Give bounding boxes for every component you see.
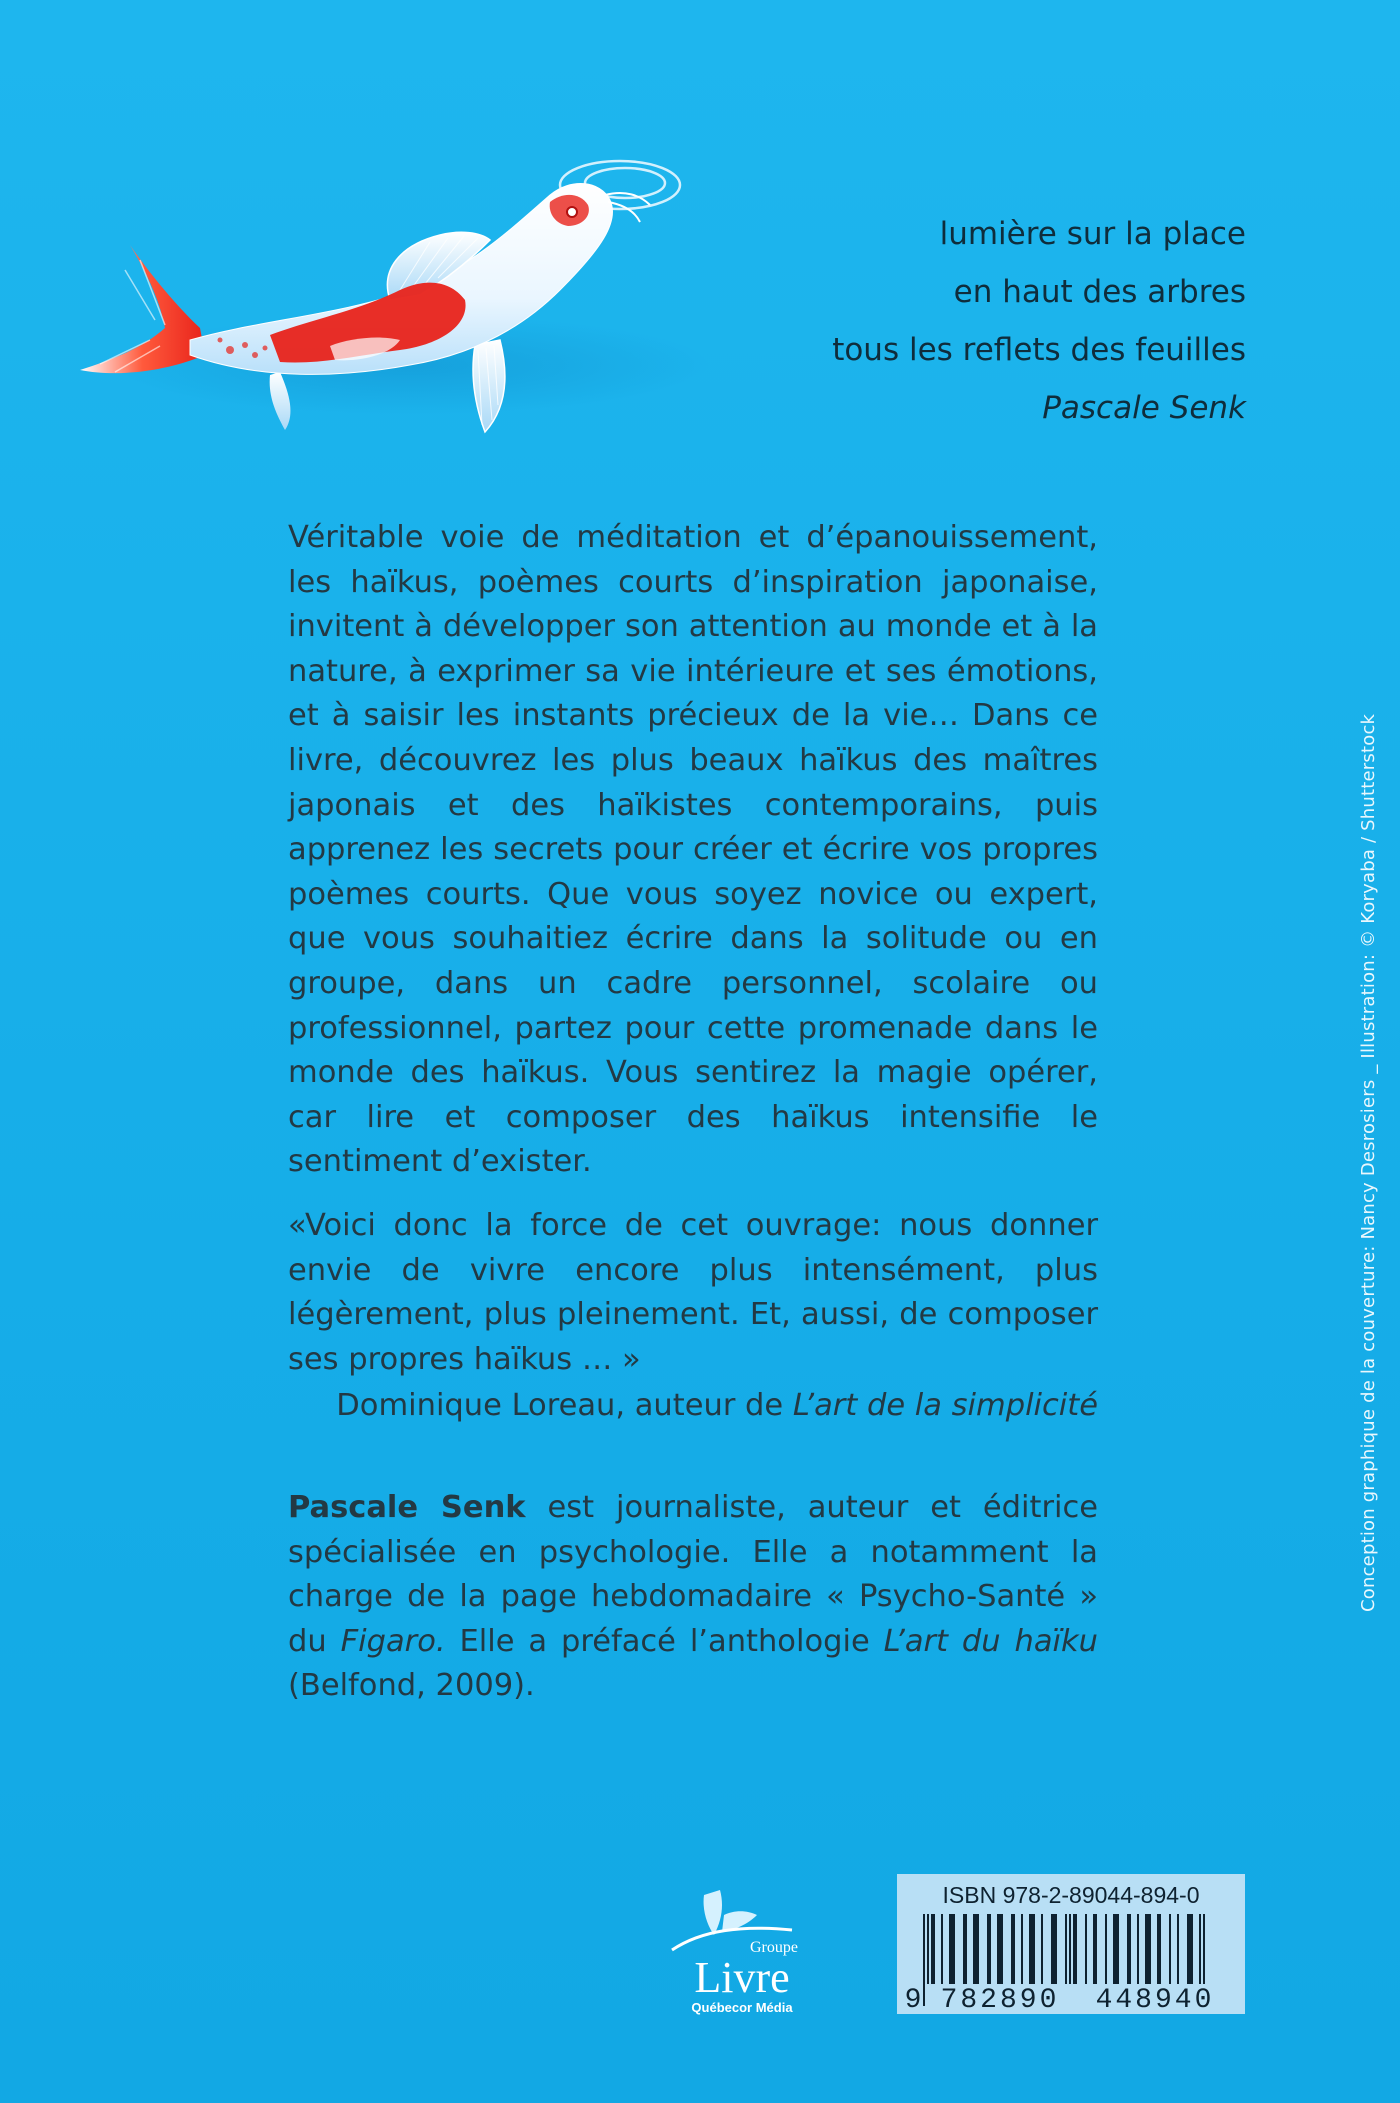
haiku-block [726,205,1246,437]
haiku-line: en haut des arbres [953,274,1246,310]
barcode-bar [941,1914,943,1984]
publisher-logo-name: Livre [694,1953,790,2002]
barcode-bar [963,1914,967,1984]
barcode-bar [1177,1914,1179,1984]
barcode-bar [923,1914,925,2006]
quote-attribution [288,1384,1098,1429]
bio-book-title: L’art du haïku [883,1623,1099,1659]
review-quote [288,1204,1098,1429]
bio-text-2: Elle a préfacé l’anthologie [445,1623,884,1659]
publisher-logo [662,1880,822,2020]
quote-book-title: L’art de la simplicité [792,1388,1098,1424]
barcode-bar [997,1914,1003,1984]
barcode-first-digit: 9 [905,1985,922,2010]
bio-figaro: Figaro. [340,1623,446,1659]
publisher-logo-sub: Québecor Média [691,2000,793,2015]
koi-tail [80,245,205,373]
barcode-bar [949,1914,955,1984]
author-bio [288,1486,1098,1709]
quote-attribution-prefix: Dominique Loreau, auteur de [336,1388,793,1424]
barcode-bar [1073,1914,1077,1984]
barcode-bar [1105,1914,1107,1984]
barcode-bar [973,1914,979,1984]
isbn-barcode [897,1874,1245,2014]
barcode-bar [1187,1914,1193,1984]
koi-eye [567,207,577,217]
barcode-bar [1093,1914,1097,1984]
haiku-author: Pascale Senk [1042,390,1246,426]
barcode-bar [1085,1914,1087,1984]
barcode-bar [1029,1914,1035,1984]
barcode-bar [1157,1914,1161,1984]
haiku-line: tous les reflets des feuilles [832,332,1246,368]
quote-text: «Voici donc la force de cet ouvrage: nous donner envie de vivre encore plus intensément, plus légèrement, plus pleinement. Et, aussi, de composer ses propres haïkus … » [288,1208,1098,1377]
barcode-bar [1051,1914,1057,1984]
barcode-bar [931,1914,935,1984]
barcode-bar [1041,1914,1043,1984]
author-name: Pascale Senk [288,1490,526,1525]
barcode-bars [905,1914,1237,2010]
koi-fish-illustration [80,150,720,440]
barcode-group-left: 782890 [940,1985,1060,2010]
book-description: Véritable voie de méditation et d’épanouissement, les haïkus, poèmes courts d’inspiration japonaise, invitent à développer son attention au monde et à la nature, à exprimer sa vie intérieure et ses émotions, et à saisir les instants précieux de la vie… Dans ce livre, découvrez les plus beaux haïkus des maîtres japonais et des haïkistes contemporains, puis apprenez les secrets pour créer et écrire vos propres poèmes courts. Que vous soyez novice ou expert, que vous souhaitiez écrire dans la solitude ou en groupe, dans un cadre personnel, scolaire ou professionnel, partez pour cette promenade dans le monde des haïkus. Vous sentirez la magie opérer, car lire et composer des haïkus intensifie le sentiment d’exister. [288,520,1098,1180]
barcode-bar [1145,1914,1151,1984]
publisher-logo-group: Groupe [750,1939,798,1956]
barcode-bar [1127,1914,1131,1984]
cover-credit: Conception graphique de la couverture: Nancy Desrosiers _ Illustration: © Koryaba / Shutterstock [1358,713,1379,1612]
barcode-bar [1169,1914,1171,1984]
barcode-bar [1021,1914,1023,1984]
barcode-bar [1113,1914,1119,1984]
barcode-bar [1137,1914,1139,1984]
barcode-bar [987,1914,991,1984]
bio-text-1: est journaliste, auteur et éditrice spécialisée en psychologie. Elle a notamment la charge de la page hebdomadaire « Psycho-Santé » du [288,1490,1099,1659]
bio-text-3: (Belfond, 2009). [288,1668,535,1704]
barcode-group-right: 448940 [1095,1985,1215,2010]
isbn-label: ISBN 978-2-89044-894-0 [942,1882,1200,1908]
barcode-bar [1011,1914,1015,1984]
haiku-line: lumière sur la place [939,216,1246,252]
